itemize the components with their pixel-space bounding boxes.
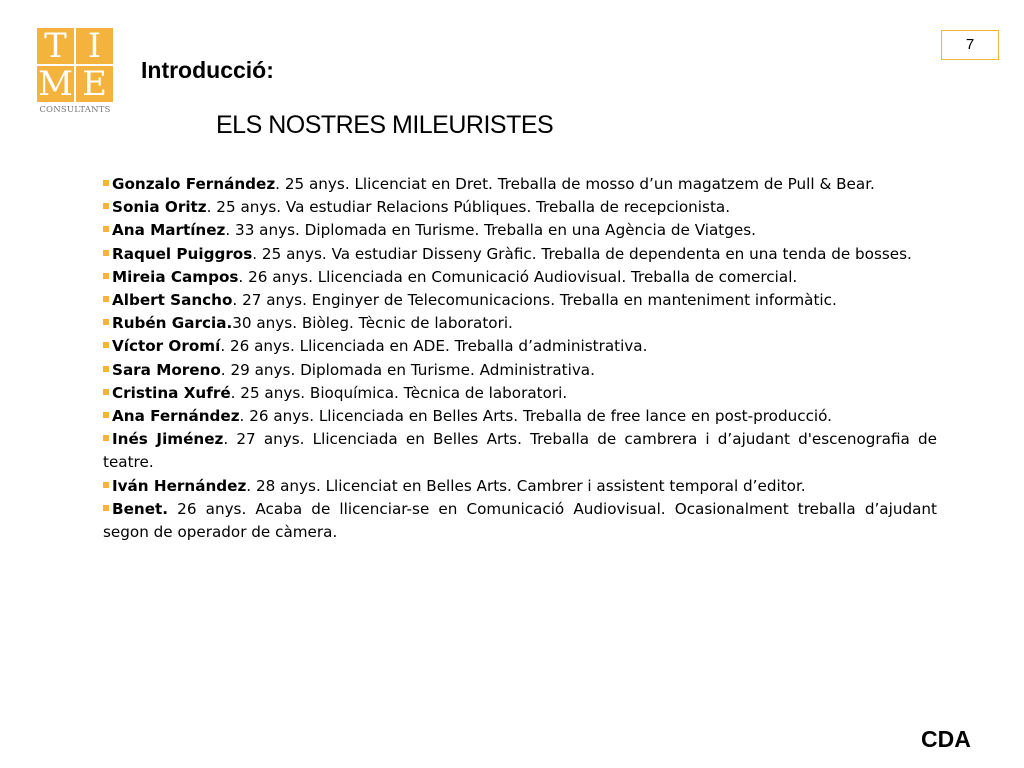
square-bullet-icon xyxy=(103,273,109,279)
entry-text: . 25 anys. Va estudiar Relacions Públiques. Treballa de recepcionista. xyxy=(206,198,731,217)
entry-text: . 27 anys. Enginyer de Telecomunicacions. Treballa en manteniment informàtic. xyxy=(232,291,837,310)
footer-label: CDA xyxy=(921,726,971,752)
square-bullet-icon xyxy=(103,412,109,418)
list-item xyxy=(103,266,937,289)
logo-letter-grid xyxy=(37,28,113,102)
list-item xyxy=(103,405,937,428)
square-bullet-icon xyxy=(103,226,109,232)
logo-letter: T xyxy=(37,28,74,64)
entry-text: . 25 anys. Llicenciat en Dret. Treballa de mosso d’un magatzem de Pull & Bear. xyxy=(275,175,875,193)
list-item xyxy=(103,359,937,382)
entry-name: Albert Sancho xyxy=(112,291,233,310)
entry-name: Sonia Oritz xyxy=(112,198,207,217)
list-item xyxy=(103,219,937,242)
section-subtitle: ELS NOSTRES MILEURISTES xyxy=(216,111,554,139)
entry-text: . 28 anys. Llicenciat en Belles Arts. Cambrer i assistent temporal d’editor. xyxy=(246,476,806,495)
square-bullet-icon xyxy=(103,505,109,511)
time-consultants-logo xyxy=(37,28,113,120)
entry-name: Mireia Campos xyxy=(112,267,239,286)
entry-name: Víctor Oromí xyxy=(112,337,221,356)
square-bullet-icon xyxy=(103,482,109,488)
entry-name: Raquel Puiggros xyxy=(112,244,253,263)
page-number: 7 xyxy=(941,30,999,60)
entry-text: 30 anys. Biòleg. Tècnic de laboratori. xyxy=(232,314,513,333)
entry-name: Gonzalo Fernández xyxy=(112,175,276,193)
list-item xyxy=(103,335,937,358)
square-bullet-icon xyxy=(103,180,109,186)
entry-name: Cristina Xufré xyxy=(112,383,231,402)
entry-text: . 27 anys. Llicenciada en Belles Arts. Treballa de cambrera i d’ajudant d'escenografia de teatre. xyxy=(103,430,937,472)
entry-name: Rubén Garcia. xyxy=(112,314,233,333)
list-item xyxy=(103,289,937,312)
entry-name: Benet. xyxy=(112,499,169,518)
entry-name: Ana Martínez xyxy=(112,221,226,240)
list-item xyxy=(103,173,937,196)
square-bullet-icon xyxy=(103,250,109,256)
square-bullet-icon xyxy=(103,366,109,372)
list-item xyxy=(103,498,937,544)
list-item xyxy=(103,243,937,266)
entry-name: Sara Moreno xyxy=(112,360,221,379)
list-item xyxy=(103,382,937,405)
square-bullet-icon xyxy=(103,435,109,441)
entry-text: . 33 anys. Diplomada en Turisme. Treballa en una Agència de Viatges. xyxy=(225,221,756,240)
entry-name: Inés Jiménez xyxy=(112,430,224,449)
entry-name: Ana Fernández xyxy=(112,407,240,426)
entry-name: Iván Hernández xyxy=(112,476,247,495)
square-bullet-icon xyxy=(103,319,109,325)
page-title: Introducció: xyxy=(141,57,274,83)
list-item xyxy=(103,475,937,498)
square-bullet-icon xyxy=(103,203,109,209)
logo-letter: E xyxy=(76,66,113,102)
entry-text: . 26 anys. Llicenciada en Belles Arts. Treballa de free lance en post-producció. xyxy=(239,407,832,426)
logo-letter: I xyxy=(76,28,113,64)
entry-text: 26 anys. Acaba de llicenciar-se en Comunicació Audiovisual. Ocasionalment treballa d’ajudant segon de operador de càmera. xyxy=(103,499,937,542)
entry-text: . 25 anys. Bioquímica. Tècnica de laboratori. xyxy=(230,383,568,402)
list-item xyxy=(103,312,937,335)
list-item xyxy=(103,196,937,219)
entry-text: . 29 anys. Diplomada en Turisme. Administrativa. xyxy=(220,360,595,379)
square-bullet-icon xyxy=(103,296,109,302)
entries-list xyxy=(103,173,937,544)
logo-subtitle: CONSULTANTS xyxy=(39,105,111,115)
square-bullet-icon xyxy=(103,342,109,348)
square-bullet-icon xyxy=(103,389,109,395)
entry-text: . 25 anys. Va estudiar Disseny Gràfic. Treballa de dependenta en una tenda de bosses. xyxy=(252,244,912,263)
entry-text: . 26 anys. Llicenciada en Comunicació Audiovisual. Treballa de comercial. xyxy=(238,267,798,286)
entry-text: . 26 anys. Llicenciada en ADE. Treballa d’administrativa. xyxy=(220,337,648,356)
list-item xyxy=(103,428,937,474)
logo-letter: M xyxy=(38,64,73,104)
